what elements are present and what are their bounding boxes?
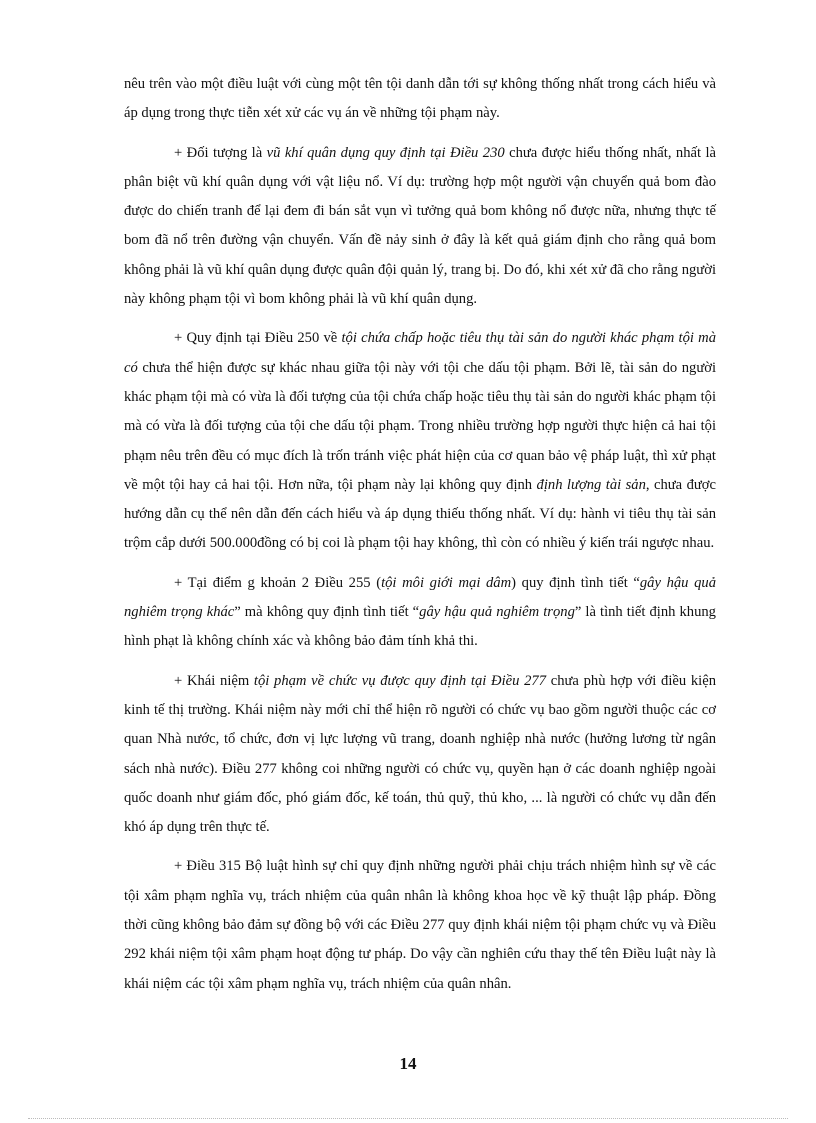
italic-term: định lượng tài sản xyxy=(536,476,646,493)
text-segment: ) quy định tình tiết “ xyxy=(511,574,640,591)
text-segment: chưa thể hiện được sự khác nhau giữa tội này với tội che dấu tội phạm. Bởi lẽ, tài sản do người khác phạm tội mà có vừa là đối tượng của tội chứa chấp hoặc tiêu thụ tài sản do người khác phạm tội mà có vừa là đối tượng của tội che dấu tội phạm. Trong nhiều trường hợp người thực hiện cả hai tội phạm nêu trên đều có mục đích là trốn tránh việc phát hiện của cơ quan bảo vệ pháp luật, thì xử phạt về một tội hay cả hai tội. Hơn nữa, tội phạm này lại không quy định xyxy=(124,359,716,493)
italic-term: tội phạm về chức vụ được quy định tại Điều 277 xyxy=(253,672,547,689)
page-number: 14 xyxy=(399,1054,417,1073)
text-segment: , chưa được hướng dẫn cụ thể nên dẫn đến cách hiểu và áp dụng thiếu thống nhất. Ví dụ: hành vi tiêu thụ tài sản trộm cắp dưới 500.000đồng có bị coi là phạm tội hay không, thì còn có nhiều ý kiến trái ngược nhau. xyxy=(124,476,716,552)
text-segment: + Tại điểm g khoản 2 Điều 255 ( xyxy=(174,574,382,591)
text-segment: + Quy định tại Điều 250 về xyxy=(174,330,342,347)
italic-term: vũ khí quân dụng quy định tại Điều 230 xyxy=(266,144,505,161)
italic-term: tội môi giới mại dâm xyxy=(381,574,512,591)
text-segment: ” mà không quy định tình tiết “ xyxy=(234,604,420,621)
text-segment: + Khái niệm xyxy=(174,672,254,689)
text-segment: + Điều 315 Bộ luật hình sự chỉ quy định những người phải chịu trách nhiệm hình sự về các tội xâm phạm nghĩa vụ, trách nhiệm của quân nhân là không khoa học về kỹ thuật lập pháp. Đồng thời cũng không bảo đảm sự đồng bộ với các Điều 277 quy định khái niệm tội phạm chức vụ và Điều 292 khái niệm tội xâm phạm hoạt động tư pháp. Do vậy cần nghiên cứu thay thế tên Điều luật này là khái niệm các tội xâm phạm nghĩa vụ, trách nhiệm của quân nhân. xyxy=(124,858,716,992)
paragraph-article-315 xyxy=(124,852,716,998)
text-segment: + Đối tượng là xyxy=(174,144,267,161)
paragraph-military-weapons xyxy=(124,139,716,315)
text-segment: chưa phù hợp với điều kiện kinh tế thị trường. Khái niệm này mới chỉ thể hiện rõ người có chức vụ bao gồm người thuộc các cơ quan Nhà nước, tổ chức, đơn vị lực lượng vũ trang, doanh nghiệp nhà nước (hưởng lương từ ngân sách nhà nước). Điều 277 không coi những người có chức vụ, quyền hạn ở các doanh nghiệp ngoài quốc doanh như giám đốc, phó giám đốc, kế toán, thủ quỹ, thủ kho, ... là người có chức vụ dẫn đến khó áp dụng trên thực tế. xyxy=(124,672,716,836)
text-segment: nêu trên vào một điều luật với cùng một tên tội danh dẫn tới sự không thống nhất trong cách hiểu và áp dụng trong thực tiễn xét xử các vụ án về những tội phạm này. xyxy=(124,76,716,122)
paragraph-continuation xyxy=(124,70,716,129)
italic-term: gây hậu quả nghiêm trọng khác xyxy=(124,574,717,621)
document-body xyxy=(124,70,716,1009)
text-segment: chưa được hiểu thống nhất, nhất là phân biệt vũ khí quân dụng với vật liệu nổ. Ví dụ: trường hợp một người vận chuyển quả bom đào được do chiến tranh để lại đem đi bán sắt vụn vì tưởng quả bom không nổ được nữa, nhưng thực tế bom đã nổ trên đường vận chuyển. Vấn đề nảy sinh ở đây là kết quả giám định cho rằng quả bom không phải là vũ khí quân dụng được quân đội quản lý, trang bị. Do đó, khi xét xử đã cho rằng người này không phạm tội vì bom không phải là vũ khí quân dụng. xyxy=(124,144,716,308)
text-segment: ” là tình tiết định khung hình phạt là không chính xác và không bảo đảm tính khả thi. xyxy=(124,604,716,650)
paragraph-article-255 xyxy=(124,569,716,657)
paragraph-article-250 xyxy=(124,324,716,558)
italic-term: tội chứa chấp hoặc tiêu thụ tài sản do người khác phạm tội mà có xyxy=(124,330,716,376)
footer-divider xyxy=(28,1118,788,1119)
paragraph-article-277 xyxy=(124,667,716,843)
italic-term: gây hậu quả nghiêm trọng xyxy=(419,604,575,621)
